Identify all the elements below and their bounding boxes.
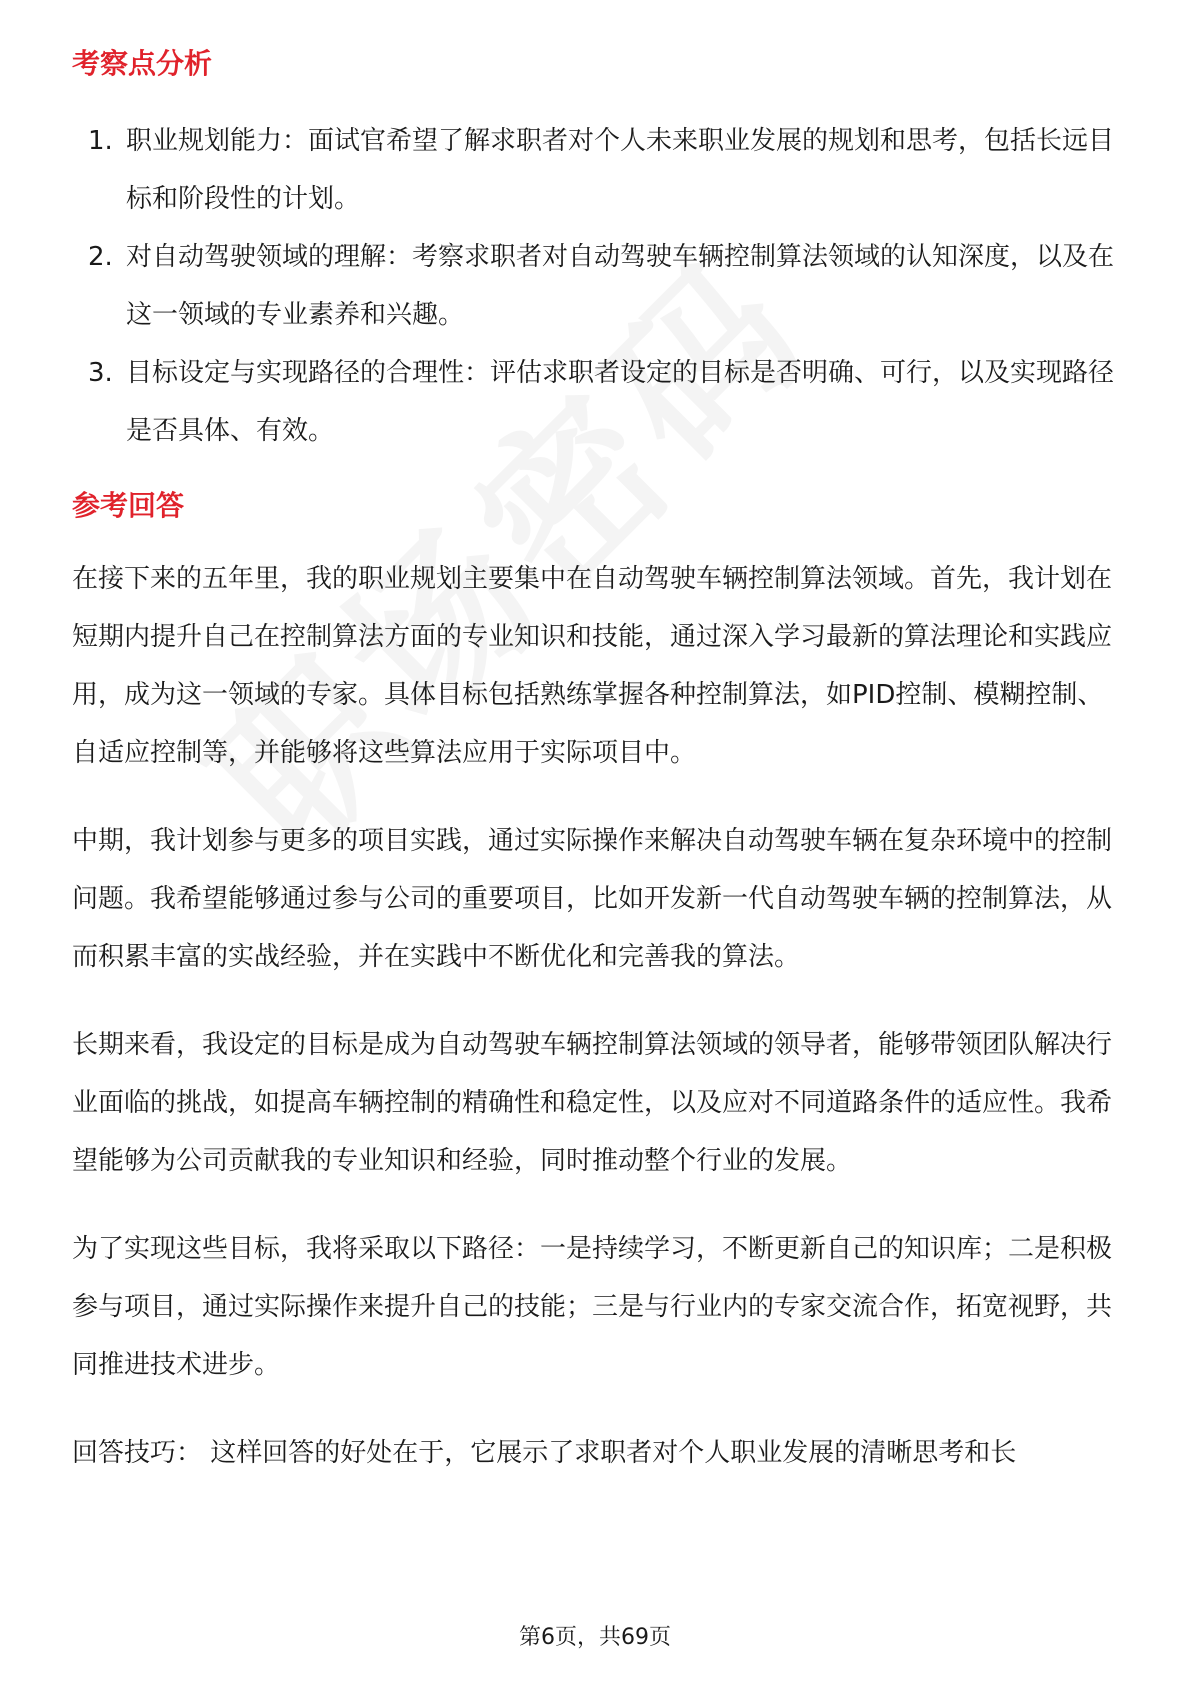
list-item-text: 目标设定与实现路径的合理性：评估求职者设定的目标是否明确、可行，以及实现路径是否具体、有效。: [126, 358, 1115, 446]
answer-paragraph: 在接下来的五年里，我的职业规划主要集中在自动驾驶车辆控制算法领域。首先，我计划在短期内提升自己在控制算法方面的专业知识和技能，通过深入学习最新的算法理论和实践应用，成为这一领域的专家。具体目标包括熟练掌握各种控制算法，如PID控制、模糊控制、自适应控制等，并能够将这些算法应用于实际项目中。: [72, 564, 1113, 768]
list-item: [72, 228, 1122, 344]
list-item-number: 1.: [88, 126, 113, 156]
page-content: [72, 40, 1122, 1512]
answer-paragraph: 长期来看，我设定的目标是成为自动驾驶车辆控制算法领域的领导者，能够带领团队解决行业面临的挑战，如提高车辆控制的精确性和稳定性，以及应对不同道路条件的适应性。我希望能够为公司贡献我的专业知识和经验，同时推动整个行业的发展。: [72, 1030, 1113, 1176]
analysis-heading: 考察点分析: [72, 47, 213, 80]
list-item-text: 对自动驾驶领域的理解：考察求职者对自动驾驶车辆控制算法领域的认知深度，以及在这一领域的专业素养和兴趣。: [126, 242, 1115, 330]
list-item-text: 职业规划能力：面试官希望了解求职者对个人未来职业发展的规划和思考，包括长远目标和阶段性的计划。: [126, 126, 1115, 214]
answer-paragraph: 为了实现这些目标，我将采取以下路径：一是持续学习，不断更新自己的知识库；二是积极参与项目，通过实际操作来提升自己的技能；三是与行业内的专家交流合作，拓宽视野，共同推进技术进步。: [72, 1234, 1113, 1380]
answer-paragraph: 中期，我计划参与更多的项目实践，通过实际操作来解决自动驾驶车辆在复杂环境中的控制问题。我希望能够通过参与公司的重要项目，比如开发新一代自动驾驶车辆的控制算法，从而积累丰富的实战经验，并在实践中不断优化和完善我的算法。: [72, 826, 1113, 972]
analysis-points-list: [72, 112, 1122, 460]
page-number: 第6页，共69页: [519, 1625, 671, 1650]
list-item-number: 2.: [88, 242, 113, 272]
list-item-number: 3.: [88, 358, 113, 388]
list-item: [72, 112, 1122, 228]
answer-heading: 参考回答: [72, 489, 185, 522]
list-item: [72, 344, 1122, 460]
answer-tips-paragraph: 回答技巧： 这样回答的好处在于，它展示了求职者对个人职业发展的清晰思考和长: [72, 1438, 1017, 1468]
